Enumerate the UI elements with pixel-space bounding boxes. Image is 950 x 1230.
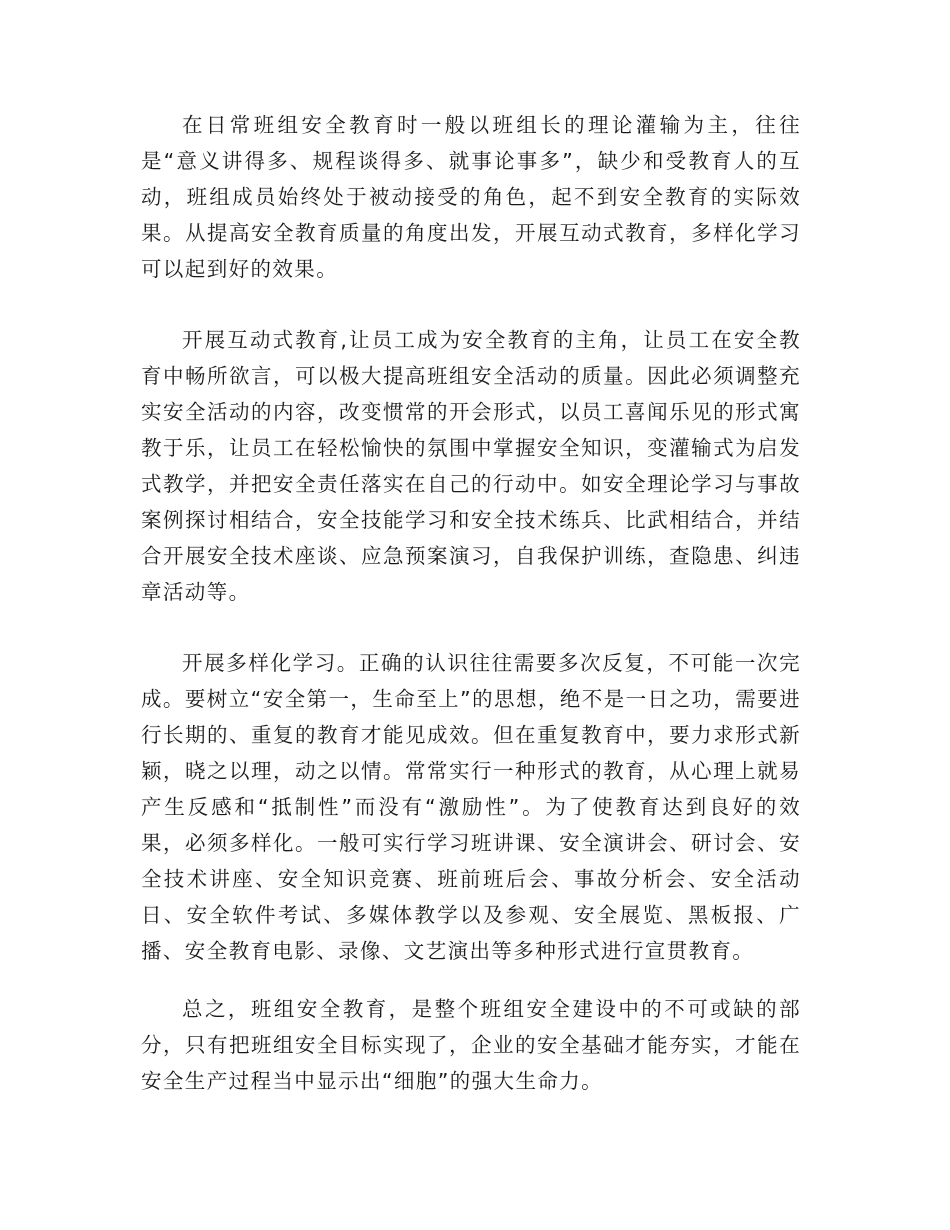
paragraph-4: 总之，班组安全教育，是整个班组安全建设中的不可或缺的部分，只有把班组安全目标实现了，企业的安全基础才能夯实，才能在安全生产过程当中显示出“细胞”的强大生命力。	[141, 997, 801, 1093]
document-body	[141, 107, 801, 1099]
paragraph-2: 开展互动式教育,让员工成为安全教育的主角，让员工在安全教育中畅所欲言，可以极大提高班组安全活动的质量。因此必须调整充实安全活动的内容，改变惯常的开会形式，以员工喜闻乐见的形式寓教于乐，让员工在轻松愉快的氛围中掌握安全知识，变灌输式为启发式教学，并把安全责任落实在自己的行动中。如安全理论学习与事故案例探讨相结合，安全技能学习和安全技术练兵、比武相结合，并结合开展安全技术座谈、应急预案演习，自我保护训练，查隐患、纠违章活动等。	[141, 328, 801, 604]
paragraph-3: 开展多样化学习。正确的认识往往需要多次反复，不可能一次完成。要树立“安全第一，生命至上”的思想，绝不是一日之功，需要进行长期的、重复的教育才能见成效。但在重复教育中，要力求形式新颖，晓之以理，动之以情。常常实行一种形式的教育，从心理上就易产生反感和“抵制性”而没有“激励性”。为了使教育达到良好的效果，必须多样化。一般可实行学习班讲课、安全演讲会、研讨会、安全技术讲座、安全知识竞赛、班前班后会、事故分析会、安全活动日、安全软件考试、多媒体教学以及参观、安全展览、黑板报、广播、安全教育电影、录像、文艺演出等多种形式进行宣贯教育。	[141, 651, 801, 963]
paragraph-1: 在日常班组安全教育时一般以班组长的理论灌输为主，往往是“意义讲得多、规程谈得多、就事论事多”，缺少和受教育人的互动，班组成员始终处于被动接受的角色，起不到安全教育的实际效果。从提高安全教育质量的角度出发，开展互动式教育，多样化学习可以起到好的效果。	[141, 113, 801, 281]
